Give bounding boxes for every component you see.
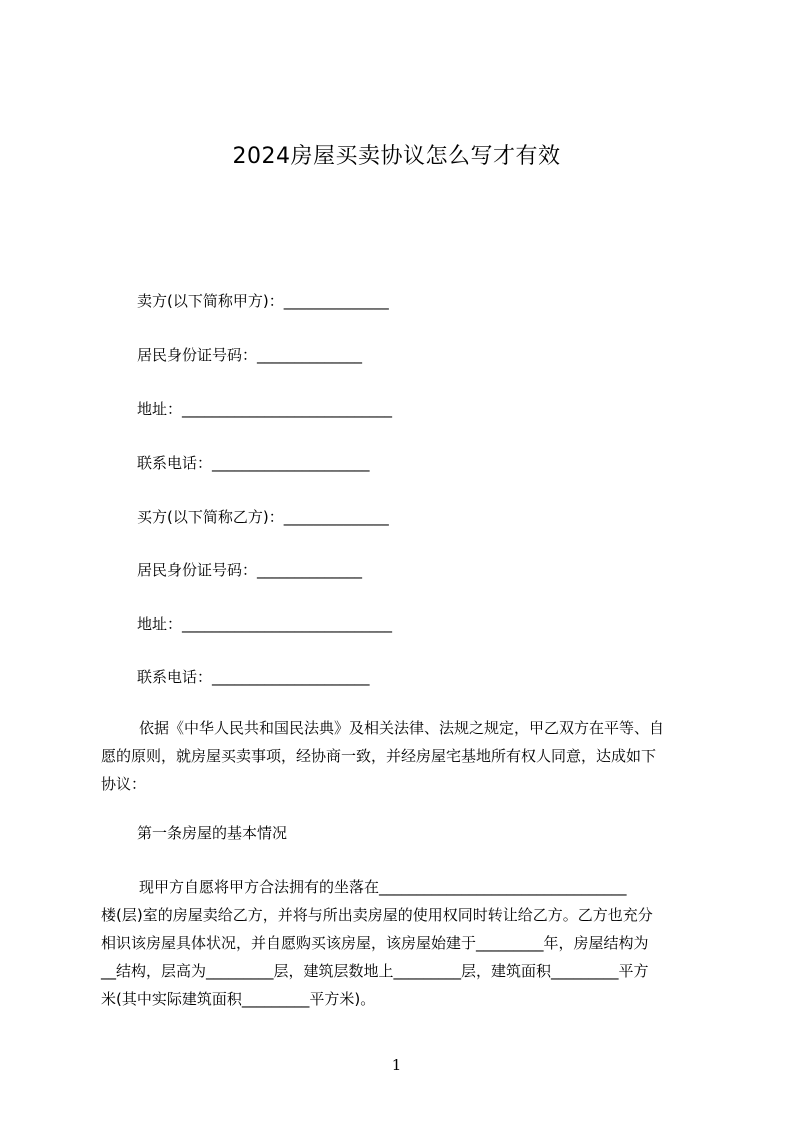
seller-address-field: 地址：____________________________	[137, 400, 393, 418]
buyer-address-field: 地址：____________________________	[137, 615, 393, 633]
preamble-line: 依据《中华人民共和国民法典》及相关法律、法规之规定，甲乙双方在平等、自	[139, 719, 665, 737]
article1-line: __结构，层高为_________层，建筑层数地上_________层，建筑面积_________平方	[101, 962, 649, 980]
buyer-phone-field: 联系电话：_____________________	[137, 668, 370, 686]
preamble-line: 愿的原则，就房屋买卖事项，经协商一致，并经房屋宅基地所有权人同意，达成如下	[101, 747, 657, 765]
buyer-id-field: 居民身份证号码：______________	[137, 561, 363, 579]
document-title: 2024房屋买卖协议怎么写才有效	[232, 144, 561, 169]
page-number: 1	[391, 1056, 402, 1074]
seller-name-field: 卖方(以下简称甲方)：______________	[137, 292, 389, 310]
preamble-paragraph	[101, 714, 701, 798]
seller-id-field: 居民身份证号码：______________	[137, 346, 363, 364]
article1-line: 米(其中实际建筑面积_________平方米)。	[101, 990, 376, 1008]
article1-line: 现甲方自愿将甲方合法拥有的坐落在_________________________________	[139, 878, 627, 896]
seller-phone-field: 联系电话：_____________________	[137, 454, 370, 472]
buyer-name-field: 买方(以下简称乙方)：______________	[137, 508, 389, 526]
article1-heading: 第一条房屋的基本情况	[137, 824, 288, 842]
article1-paragraph	[101, 873, 701, 1013]
preamble-line: 协议：	[101, 775, 147, 793]
article1-line: 楼(层)室的房屋卖给乙方，并将与所出卖房屋的使用权同时转让给乙方。乙方也充分	[101, 906, 653, 924]
article1-line: 相识该房屋具体状况，并自愿购买该房屋，该房屋始建于_________年，房屋结构为	[101, 934, 649, 952]
